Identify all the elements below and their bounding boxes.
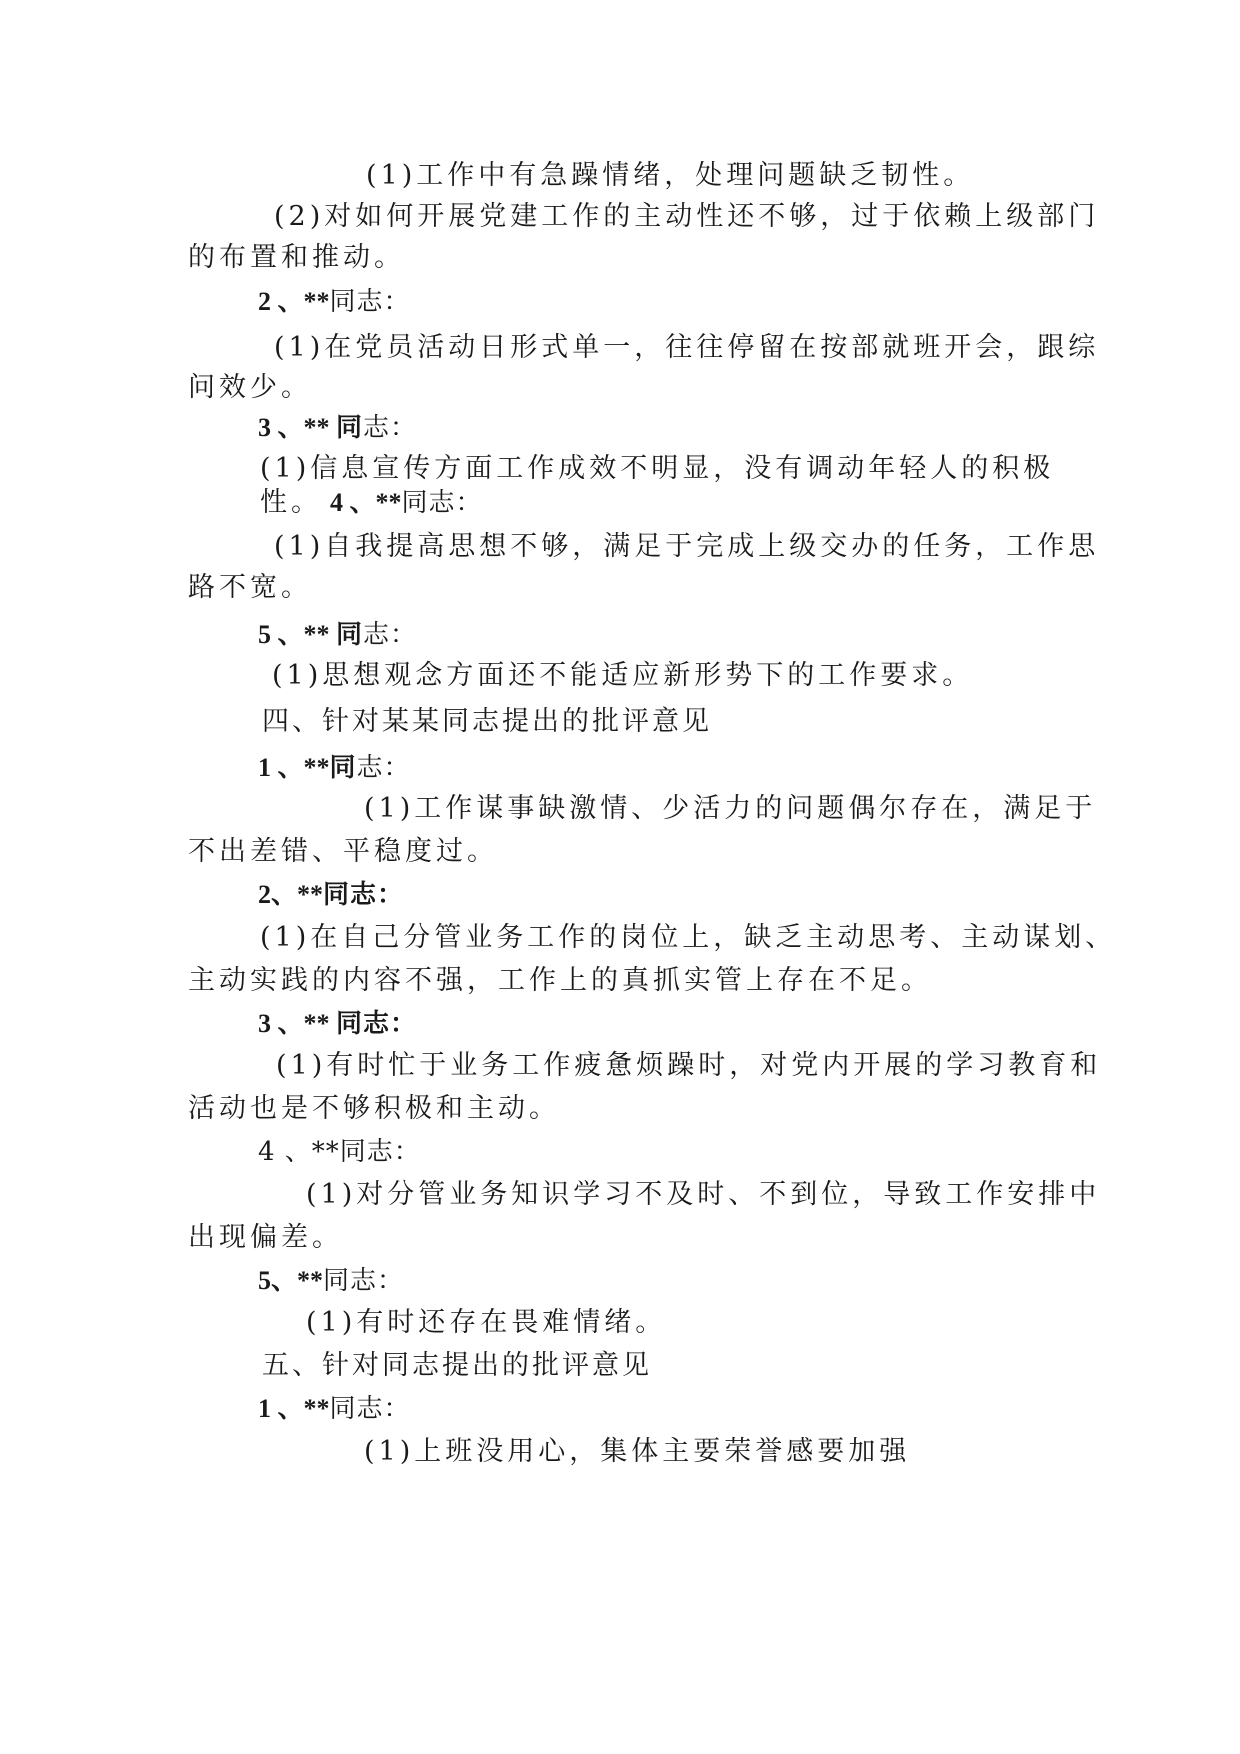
heading-text: 同志： [323, 1266, 405, 1296]
heading-text: 志： [363, 620, 418, 650]
paragraph-line: (1)在自己分管业务工作的岗位上，缺乏主动思考、主动谋划、 [260, 922, 1117, 953]
paragraph-line: (1)信息宣传方面工作成效不明显，没有调动年轻人的积极 [260, 453, 1055, 484]
heading-comrade-4 [330, 485, 483, 521]
paragraph-line: 主动实践的内容不强，工作上的真抓实管上存在不足。 [188, 965, 932, 996]
heading-text: 志： [363, 413, 418, 443]
heading-bold-text: 同志： [336, 1009, 418, 1039]
heading-comrade-3 [258, 410, 417, 446]
heading-s4-comrade-2 [258, 877, 404, 913]
heading-number: 3 、 [258, 1009, 304, 1038]
heading-number: 1 、 [258, 1394, 304, 1423]
paragraph-line: (1)思想观念方面还不能适应新形势下的工作要求。 [272, 660, 974, 691]
heading-text: 同志： [329, 1394, 411, 1424]
name-mask: ** [297, 1266, 324, 1295]
heading-bold-text: 同 [336, 620, 364, 650]
paragraph-line: (1)有时还存在畏难情绪。 [306, 1307, 667, 1338]
paragraph-line: 出现偏差。 [188, 1222, 343, 1253]
heading-number: 1 、 [258, 753, 304, 782]
heading-comrade-5 [258, 617, 417, 653]
paragraph-line: (2)对如何开展党建工作的主动性还不够，过于依赖上级部门 [274, 201, 1100, 232]
paragraph-line: (1)自我提高思想不够，满足于完成上级交办的任务，工作思 [274, 531, 1100, 562]
name-mask: ** [303, 287, 330, 316]
heading-bold-text: 同志： [323, 880, 405, 910]
paragraph-line: 路不宽。 [188, 572, 312, 603]
section-heading-4: 四、针对某某同志提出的批评意见 [262, 706, 712, 737]
heading-number: 2、 [258, 880, 298, 909]
name-mask: ** [297, 880, 324, 909]
heading-number: 4 、 [330, 488, 376, 517]
section-heading-5: 五、针对同志提出的批评意见 [262, 1350, 652, 1381]
name-mask: ** [303, 1394, 330, 1423]
paragraph-line: (1)有时忙于业务工作疲惫烦躁时，对党内开展的学习教育和 [276, 1050, 1102, 1081]
paragraph-line: 的布置和推动。 [188, 242, 405, 273]
heading-number: 3 、 [258, 413, 304, 442]
name-mask: ** [303, 753, 330, 782]
paragraph-line: 问效少。 [188, 372, 312, 403]
name-mask: ** [375, 488, 402, 517]
heading-bold-text: 同 [329, 753, 357, 783]
name-mask: ** [303, 413, 337, 442]
paragraph-line: 活动也是不够积极和主动。 [188, 1093, 560, 1124]
name-mask: ** [303, 620, 337, 649]
heading-s4-comrade-1 [258, 750, 411, 786]
heading-comrade-2 [258, 284, 411, 320]
heading-text: 同志： [401, 488, 483, 518]
paragraph-line [260, 485, 322, 521]
heading-s4-comrade-5 [258, 1263, 404, 1299]
heading-text: 同志： [329, 287, 411, 317]
heading-number: 2 、 [258, 287, 304, 316]
paragraph-line: 不出差错、平稳度过。 [188, 836, 498, 867]
heading-s4-comrade-4: 4 、**同志： [258, 1137, 421, 1167]
heading-bold-text: 同 [336, 413, 364, 443]
paragraph-line: (1)工作中有急躁情绪，处理问题缺乏韧性。 [366, 160, 975, 191]
paragraph-line: (1)上班没用心，集体主要荣誉感要加强 [364, 1436, 911, 1467]
paragraph-line: (1)工作谋事缺激情、少活力的问题偶尔存在，满足于 [364, 793, 1097, 824]
heading-number: 5、 [258, 1266, 298, 1295]
paragraph-line: (1)在党员活动日形式单一，往往停留在按部就班开会，跟综 [274, 332, 1100, 363]
heading-number: 5 、 [258, 620, 304, 649]
heading-s4-comrade-3 [258, 1006, 417, 1042]
paragraph-line: (1)对分管业务知识学习不及时、不到位，导致工作安排中 [306, 1179, 1101, 1210]
paragraph-text: 性。 [260, 487, 322, 518]
name-mask: ** [303, 1009, 337, 1038]
heading-s5-comrade-1 [258, 1391, 411, 1427]
heading-text: 志： [356, 753, 411, 783]
